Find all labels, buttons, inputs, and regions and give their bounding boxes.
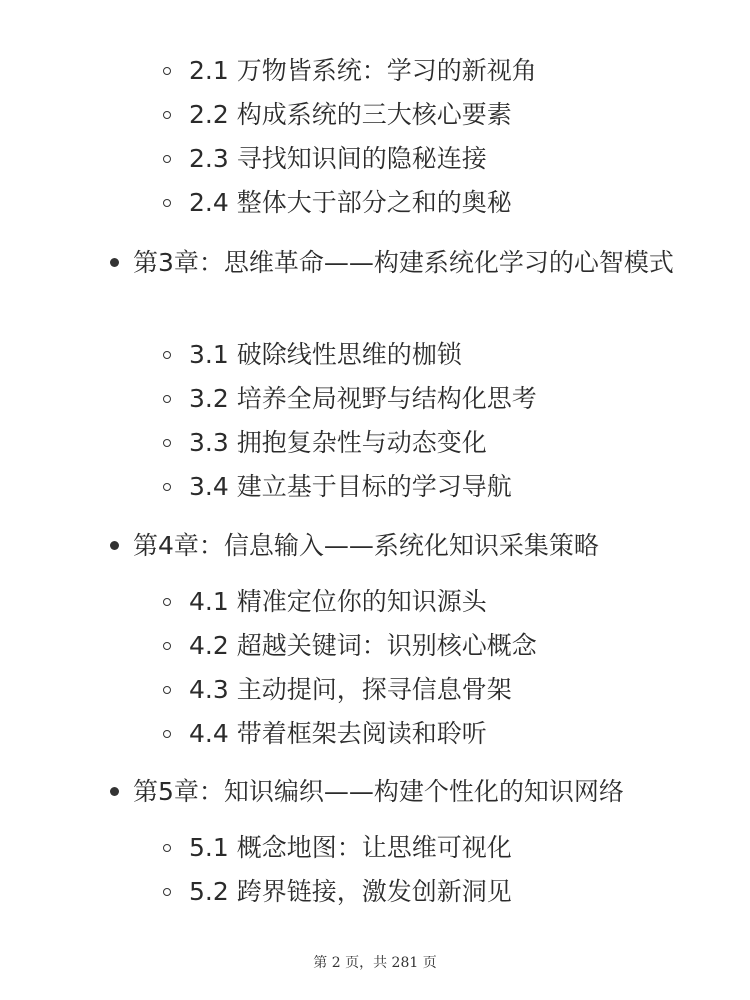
toc-item[interactable] xyxy=(0,712,750,756)
section-5-list xyxy=(0,826,750,914)
hollow-bullet-icon xyxy=(163,642,171,650)
toc-item-text: 5.1 概念地图：让思维可视化 xyxy=(189,833,512,862)
bullet-icon xyxy=(110,787,119,796)
hollow-bullet-icon xyxy=(163,888,171,896)
toc-item-text: 2.3 寻找知识间的隐秘连接 xyxy=(189,144,487,173)
hollow-bullet-icon xyxy=(163,686,171,694)
hollow-bullet-icon xyxy=(163,844,171,852)
toc-item[interactable] xyxy=(0,421,750,465)
toc-item[interactable] xyxy=(0,624,750,668)
section-2-list xyxy=(0,49,750,225)
toc-item-text: 3.1 破除线性思维的枷锁 xyxy=(189,340,462,369)
toc-item-text: 4.1 精准定位你的知识源头 xyxy=(189,587,487,616)
toc-item-text: 4.4 带着框架去阅读和聆听 xyxy=(189,719,487,748)
bullet-icon xyxy=(110,541,119,550)
toc-item[interactable] xyxy=(0,465,750,509)
chapter-title: 第5章：知识编织——构建个性化的知识网络 xyxy=(133,777,624,806)
chapter-heading[interactable] xyxy=(0,526,750,565)
toc-item-text: 5.2 跨界链接，激发创新洞见 xyxy=(189,877,512,906)
toc-item-text: 3.4 建立基于目标的学习导航 xyxy=(189,472,512,501)
toc-item[interactable] xyxy=(0,826,750,870)
toc-item[interactable] xyxy=(0,377,750,421)
section-4-list xyxy=(0,580,750,756)
hollow-bullet-icon xyxy=(163,730,171,738)
hollow-bullet-icon xyxy=(163,67,171,75)
toc-item-text: 4.3 主动提问，探寻信息骨架 xyxy=(189,675,512,704)
toc-item-text: 3.2 培养全局视野与结构化思考 xyxy=(189,384,537,413)
section-3-list xyxy=(0,333,750,509)
toc-item[interactable] xyxy=(0,93,750,137)
hollow-bullet-icon xyxy=(163,439,171,447)
toc-item-text: 2.4 整体大于部分之和的奥秘 xyxy=(189,188,512,217)
chapter-title: 第3章：思维革命——构建系统化学习的心智模式 xyxy=(133,248,674,277)
toc-item-text: 4.2 超越关键词：识别核心概念 xyxy=(189,631,537,660)
toc-item[interactable] xyxy=(0,49,750,93)
hollow-bullet-icon xyxy=(163,483,171,491)
chapter-heading[interactable] xyxy=(0,243,750,282)
page-number-footer: 第 2 页，共 281 页 xyxy=(313,955,437,971)
toc-item[interactable] xyxy=(0,580,750,624)
hollow-bullet-icon xyxy=(163,351,171,359)
chapter-heading[interactable] xyxy=(0,772,750,811)
toc-item[interactable] xyxy=(0,668,750,712)
toc-item-text: 2.2 构成系统的三大核心要素 xyxy=(189,100,512,129)
chapter-title: 第4章：信息输入——系统化知识采集策略 xyxy=(133,531,599,560)
toc-item-text: 3.3 拥抱复杂性与动态变化 xyxy=(189,428,487,457)
bullet-icon xyxy=(110,258,119,267)
toc-item[interactable] xyxy=(0,870,750,914)
hollow-bullet-icon xyxy=(163,155,171,163)
hollow-bullet-icon xyxy=(163,395,171,403)
toc-item[interactable] xyxy=(0,333,750,377)
hollow-bullet-icon xyxy=(163,111,171,119)
toc-item[interactable] xyxy=(0,137,750,181)
toc-item[interactable] xyxy=(0,181,750,225)
hollow-bullet-icon xyxy=(163,199,171,207)
toc-item-text: 2.1 万物皆系统：学习的新视角 xyxy=(189,56,537,85)
hollow-bullet-icon xyxy=(163,598,171,606)
